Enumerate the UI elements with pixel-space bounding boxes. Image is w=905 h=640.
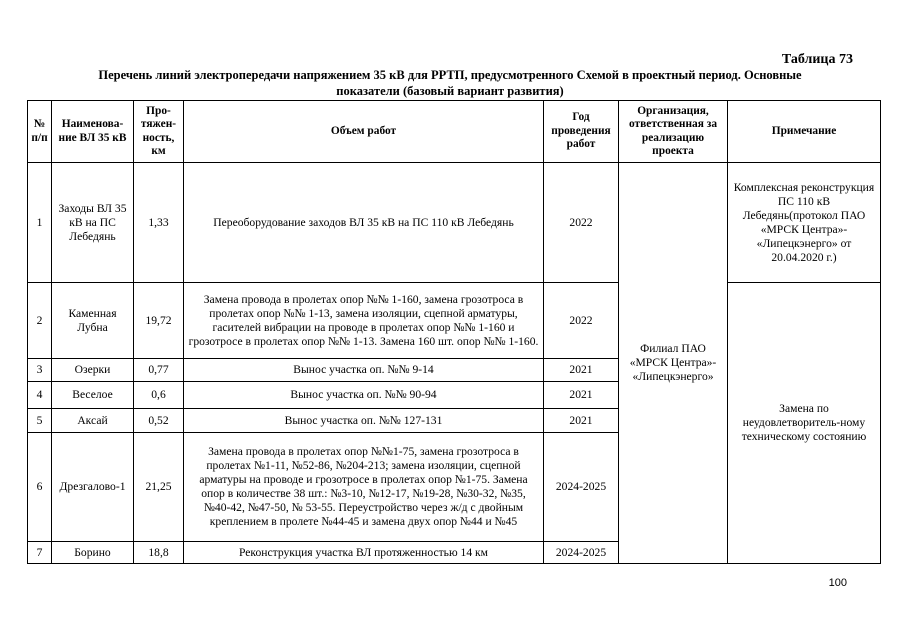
work-year: 2021: [544, 359, 619, 382]
work-year: 2022: [544, 163, 619, 283]
line-length: 1,33: [134, 163, 184, 283]
header-name: Наименова-ние ВЛ 35 кВ: [52, 101, 134, 163]
header-num: № п/п: [28, 101, 52, 163]
work-scope: Замена провода в пролетах опор №№1-75, замена грозотроса в пролетах №1-11, №52-86, №204-213; замена изоляции, сцепной арматуры на проводе и грозотросе в пролетах опор №1-75. Замена опор в количестве 38 шт.: №3-10, №12-17, №19-28, №30-32, №35, №40-42, №47-50, № 53-55. Переустройство через ж/д с двойным креплением в пролете №44-45 и замена двух опор №44 и №45: [184, 433, 544, 542]
note-cell: Замена по неудовлетворитель-ному техническому состоянию: [728, 283, 881, 564]
power-lines-table: [27, 100, 881, 564]
line-name: Дрезгалово-1: [52, 433, 134, 542]
note-cell: Комплексная реконструкция ПС 110 кВ Лебедянь(протокол ПАО «МРСК Центра»- «Липецкэнерго» от 20.04.2020 г.): [728, 163, 881, 283]
line-name: Веселое: [52, 382, 134, 409]
table-row: [28, 163, 881, 283]
line-name: Борино: [52, 542, 134, 564]
work-scope: Вынос участка оп. №№ 9-14: [184, 359, 544, 382]
row-num: 6: [28, 433, 52, 542]
work-year: 2024-2025: [544, 542, 619, 564]
work-year: 2021: [544, 409, 619, 433]
row-num: 3: [28, 359, 52, 382]
document-title: Перечень линий электропередачи напряжением 35 кВ для РРТП, предусмотренного Схемой в проектный период. Основные показатели (базовый вариант развития): [98, 68, 802, 98]
work-year: 2021: [544, 382, 619, 409]
line-length: 0,77: [134, 359, 184, 382]
line-length: 0,6: [134, 382, 184, 409]
header-year: Год проведения работ: [544, 101, 619, 163]
row-num: 1: [28, 163, 52, 283]
header-scope: Объем работ: [184, 101, 544, 163]
work-scope: Вынос участка оп. №№ 127-131: [184, 409, 544, 433]
table-number: Таблица 73: [781, 52, 853, 67]
row-num: 2: [28, 283, 52, 359]
line-name: Озерки: [52, 359, 134, 382]
header-note: Примечание: [728, 101, 881, 163]
line-length: 19,72: [134, 283, 184, 359]
work-scope: Переоборудование заходов ВЛ 35 кВ на ПС 110 кВ Лебедянь: [184, 163, 544, 283]
row-num: 7: [28, 542, 52, 564]
header-row: [28, 101, 881, 163]
work-scope: Замена провода в пролетах опор №№ 1-160, замена грозотроса в пролетах опор №№ 1-13, замена изоляции, сцепной арматуры, гасителей вибрации на проводе в пролетах опор №№ 1-160 и грозотросе в пролетах опор №№ 1-13. Замена 160 шт. опор №№ 1-160.: [184, 283, 544, 359]
work-year: 2022: [544, 283, 619, 359]
work-year: 2024-2025: [544, 433, 619, 542]
row-num: 5: [28, 409, 52, 433]
responsible-org: Филиал ПАО «МРСК Центра»- «Липецкэнерго»: [619, 163, 728, 564]
line-name: Аксай: [52, 409, 134, 433]
table-row: [28, 283, 881, 359]
work-scope: Реконструкция участка ВЛ протяженностью 14 км: [184, 542, 544, 564]
row-num: 4: [28, 382, 52, 409]
line-length: 21,25: [134, 433, 184, 542]
work-scope: Вынос участка оп. №№ 90-94: [184, 382, 544, 409]
header-length: Про-тяжен-ность, км: [134, 101, 184, 163]
line-length: 0,52: [134, 409, 184, 433]
page-number: 100: [828, 577, 847, 589]
line-name: Каменная Лубна: [52, 283, 134, 359]
header-org: Организация, ответственная за реализацию проекта: [619, 101, 728, 163]
line-name: Заходы ВЛ 35 кВ на ПС Лебедянь: [52, 163, 134, 283]
line-length: 18,8: [134, 542, 184, 564]
